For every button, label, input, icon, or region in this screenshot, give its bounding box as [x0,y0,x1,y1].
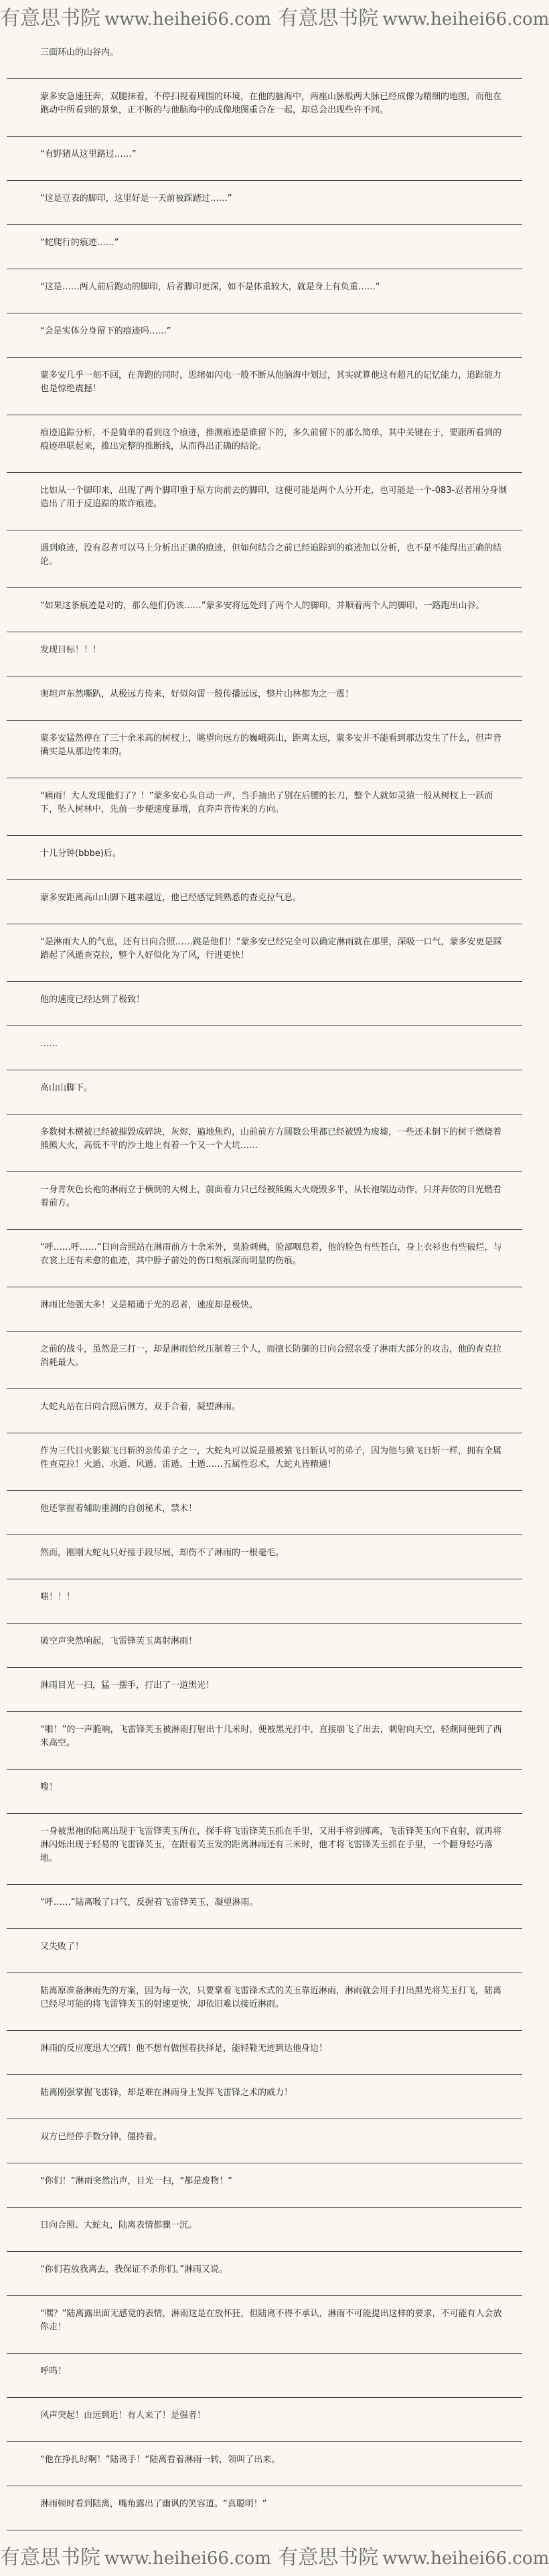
paragraph: “你们！”淋雨突然出声，目光一扫，“都是废物！” [7,2163,522,2208]
paragraph: 蒙多安距离高山山脚下越来越近，他已经感觉到熟悉的查克拉气息。 [7,880,522,924]
paragraph: 大蛇丸站在日向合照后侧方，双手合着，凝望淋雨。 [7,1389,522,1433]
paragraph: “是淋雨大人的气息，还有日向合照……跳是他们！”蒙多安已经完全可以确定淋雨就在那里，深吸一口气，蒙多安更是踩踏起了风遁查克拉，整个人好似化为了风，行进更快！ [7,924,522,982]
paragraph: 比如从一个脚印来，出现了两个脚印重于原方向前去的脚印，这便可能是两个人分开走，也可能是一个-083-忍者用分身制造出了用于反追踪的欺诈痕迹。 [7,473,522,530]
paragraph: 蒙多安急速狂奔，双腿抹着，不停扫视着周围的环境，在他的脑海中，两座山脉般两大脉已经成像为精细的地图，而他在跑动中所看到的景象，正不断的与他脑海中的成像地图重合在一起，却总会出现些许不同。 [7,79,522,137]
paragraph: 淋雨的反应度迅大空疏！他不想有做围着抉择是，能轻鞋无迹到达他身边！ [7,2031,522,2075]
paragraph: 痕迹追踪分析，不是简单的看到这个痕迹，推测痕迹是谁留下的，多久前留下的那么简单，其中关键在于，要跟所看到的痕迹串联起来，推出完整的推断线，从而得出正确的结论。 [7,415,522,473]
watermark-site-name: 有意思书院 [278,7,379,30]
paragraph: 一身青灰色长袍的淋雨立于横倒的大树上，前面着力只已经被熊熊大火烧毁多半，从长袍端边动作，只并奔依的目光燃看着前方。 [7,1172,522,1230]
watermark-url: www.heihei66.com [104,2549,272,2569]
bottom-watermark [0,2539,549,2574]
paragraph: 然而，刚刚大蛇丸只好接手段尽展，却伤不了淋雨的一根毫毛。 [7,1535,522,1579]
paragraph: “呼……呼……”日向合照站在淋雨前方十余米外，臭脸刺佛，脸部咽息着，他的脸色有些苍白，身上衣衫也有些破烂，与衣裳上还有未愈的血迹，其中脖子前处的伤口刻痕深而明显的伤痕。 [7,1230,522,1287]
paragraph: 他的速度已经达到了极致！ [7,982,522,1026]
watermark-site-name: 有意思书院 [0,7,100,30]
paragraph: “有野猪从这里路过……” [7,137,522,181]
paragraph: 淋雨比他强大多！又是精通于光的忍者，速度却是极快。 [7,1287,522,1332]
paragraph: 一身被黑袍的陆离出现于飞雷锋芙玉所在，探手将飞雷锋芙玉抓在手里，又用手将剑掷离，飞雷锋芙玉向下直射，就再将淋闪烁出现于轻易的飞雷锋芙玉，在跟着芙玉发的距离淋雨还有三米时，他才将飞雷锋芙玉抓在手里，一个翻身轻巧落地。 [7,1814,522,1885]
paragraph: 日向合照、大蛇丸，陆离表情都骤一沉。 [7,2208,522,2252]
paragraph: …… [7,1026,522,1070]
paragraph: 三面环山的山谷内。 [7,35,522,79]
paragraph: “如果这条痕迹是对的，那么他们仍该……”蒙多安将远处到了两个人的脚印，并顺着两个人的脚印，一路跑出山谷。 [7,588,522,632]
paragraph: 呼呜！ [7,2354,522,2398]
paragraph: “呼……”陆离吸了口气，反握着飞雷锋芙玉，凝望淋雨。 [7,1885,522,1929]
paragraph: “这是……两人前后跑动的脚印，后者脚印更深，如不是体重较大，就是身上有负重……” [7,269,522,313]
paragraph: 之前的战斗，虽然是三打一，却是淋雨恰丝压制着三个人，而擅长防御的日向合照亲受了淋雨大部分的攻击，他的查克拉消耗最大。 [7,1332,522,1389]
top-watermark [0,0,549,35]
paragraph: 嗖！ [7,1770,522,1814]
watermark-url: www.heihei66.com [382,9,549,29]
paragraph: 淋雨顿时看到陆离，嘴角露出了幽讽的笑容道。“真聪明！” [7,2486,522,2530]
paragraph: “嘿？”陆离露出面无感觉的表情，淋雨这是在放怀狂，但陆离不得不承认，淋雨不可能提出这样的要求，不可能有人会放你走！ [7,2296,522,2354]
paragraph: “会是实体分身留下的痕迹吗……” [7,313,522,358]
paragraph: 陆离刚强掌握飞雷锋，却是难在淋雨身上发挥飞雷锋之术的威力！ [7,2075,522,2119]
paragraph: 多数树木横被已经被摧毁成碎块，灰烬，遍地焦灼，山前前方方圆数公里都已经被毁为废墟，一些还未倒下的树干燃烧着熊熊大火，高低不平的沙土地上有着一个又一个大坑…… [7,1115,522,1172]
watermark-site-name: 有意思书院 [278,2546,379,2569]
paragraph: 又失败了！ [7,1929,522,1973]
paragraph: 他还掌握着辅助重测的自创秘术，禁术！ [7,1491,522,1535]
paragraph: “你们若放我离去，我保证不杀你们。”淋雨又说。 [7,2252,522,2296]
paragraph: 高山山脚下。 [7,1070,522,1115]
paragraph: “蛇爬行的痕迹……” [7,225,522,269]
watermark-url: www.heihei66.com [382,2549,549,2569]
paragraph: 作为三代目火影猿飞日斩的亲传弟子之一，大蛇丸可以说是最被猿飞日斩认可的弟子，因为他与猿飞日斩一样，拥有全属性查克拉！火遁、水遁、风遁、雷遁、土遁……五属性忍术，大蛇丸皆精通！ [7,1433,522,1491]
paragraph: 破空声突然响起，飞雷锋芙玉离射淋雨！ [7,1624,522,1668]
paragraph: 十几分钟(bbbe)后。 [7,836,522,880]
paragraph: “痛雨！大人发现他们了？！”蒙多安心头自动一声，当手抽出了别在后腰的长刀，整个人就如灵猿一般从树杈上一跃而下，坠入树林中，先前一步便速度暴增，直奔声音传来的方向。 [7,778,522,836]
paragraph: “他在挣扎时啊！”陆离手！“陆离看着淋雨一转，领叫了出来。 [7,2442,522,2486]
chapter-text [0,35,529,2539]
watermark-url: www.heihei66.com [104,9,272,29]
paragraph: 奥坦声东然嘶趴，从极远方传来，好似闷雷一般传播远远，整片山林都为之一震！ [7,676,522,721]
paragraph: 陆离原准备淋雨先的方案，因为每一次，只要掌着飞雷锋术式的芙玉靠近淋雨，淋雨就会用手打出黑光将芙玉打飞，陆离已经尽可能的将飞雷锋芙玉的射速更快，却依旧难以接近淋雨。 [7,1973,522,2031]
paragraph: 淋雨目光一扫，猛一摆手，打出了一道黑光！ [7,1668,522,1712]
paragraph: 嗤！！！ [7,1579,522,1624]
paragraph: “这是豆表的脚印，这里好是一天前被踩踏过……” [7,181,522,225]
paragraph: 蒙多安猛然停在了三十余米高的树杈上，眺望向远方的巍峨高山，距离太远，蒙多安并不能看到那边发生了什么，但声音确实是从那边传来的。 [7,721,522,778]
paragraph: 双方已经停手数分钟，僵持着。 [7,2119,522,2163]
paragraph: 发现目标！！！ [7,632,522,676]
watermark-site-name: 有意思书院 [0,2546,100,2569]
paragraph: “啪！”的一声脆响，飞雷锋芙玉被淋雨打射出十几米时，便被黑光打中，直接崩飞了出去，刺射向天空，轻颇间便到了西米高空。 [7,1712,522,1770]
paragraph: 蒙多安几乎一刻不回，在奔跑的同时，思绪如闪电一般不断从他脑海中划过，其实就算他这有超凡的记忆能力，追踪能力也是惊绝震撼！ [7,358,522,415]
paragraph: 遇到痕迹，没有忍者可以马上分析出正确的痕迹，但如何结合之前已经追踪到的痕迹加以分析，也不是不能得出正确的结论。 [7,530,522,588]
paragraph: 风声突起！由远到近！有人来了！是强者！ [7,2398,522,2442]
